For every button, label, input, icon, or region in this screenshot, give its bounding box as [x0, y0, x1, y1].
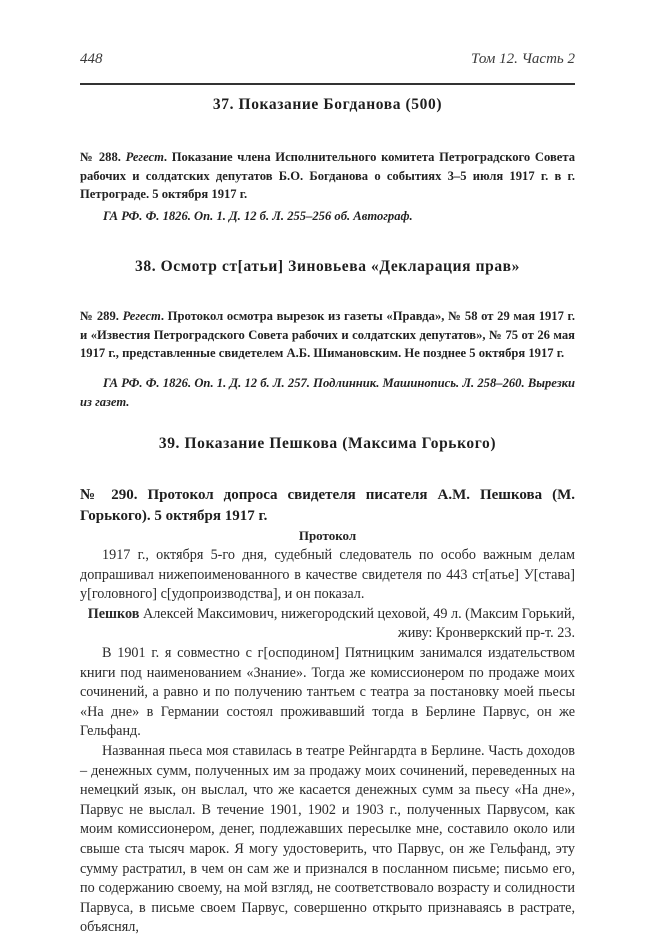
volume-title: Том 12. Часть 2 — [471, 51, 575, 67]
section-37-regest — [80, 148, 575, 204]
regest-number: № 289. — [80, 309, 119, 323]
paragraph: Названная пьеса моя ставилась в театре Рейнгардта в Берлине. Часть доходов – денежных сумм, полученных им за продажу моих сочинений, переведенных на немецкий язык, он выслал, что же касается денежных сумм за пьесу «На дне», Парвус не выслал. В течение 1901, 1902 и 1903 г., полученных Парвусом, как моим комиссионером, денег, подлежавших пересылке мне, составило около или свыше ста тысяч марок. Я могу удостоверить, что Парвус, он же Гельфанд, эту сумму растратил, в чем он сам же и признался в посланном письме; письмо его, по содержанию своему, на мой взгляд, не соответствовало возрасту и солидности Парвуса, в письме своем Парвус, совершенно открыто признаваясь в растрате, объяснял, — [80, 742, 575, 936]
paragraph: В 1901 г. я совместно с г[осподином] Пятницким занимался издательством книги под наименованием «Знание». Тогда же комиссионером по продаже моих сочинений, а равно и по получению тантьем с театра за постановку моей пьесы «На дне» в Германии состоял проживавший тогда в Берлине Парвус, он же Гельфанд. — [80, 644, 575, 740]
protocol-subheading: Протокол — [298, 528, 357, 543]
witness-details: Алексей Максимович, нижегородский цеховой, 49 л. (Максим Горький, живу: Кронверкский пр-т. 23. — [139, 605, 575, 642]
section-39-title: 39. Показание Пешкова (Максима Горького) — [158, 435, 497, 452]
section-38-title: 38. Осмотр ст[атьи] Зиновьева «Декларация прав» — [135, 258, 520, 275]
protocol-body — [80, 546, 575, 938]
witness-surname: Пешков — [87, 605, 140, 622]
section-37-title: 37. Показание Богданова (500) — [212, 96, 443, 113]
section-37-archive-ref: ГА РФ. Ф. 1826. Оп. 1. Д. 12 б. Л. 255–256 об. Автограф. — [103, 209, 413, 223]
header-rule — [80, 83, 575, 85]
paragraph: 1917 г., октября 5-го дня, судебный следователь по особо важным делам допрашивал нижепоименованного в качестве свидетеля по 443 ст[атье] У[става] у[головного] с[удопроизводства], и он показал. — [80, 547, 575, 603]
section-38-archive-ref: ГА РФ. Ф. 1826. Оп. 1. Д. 12 б. Л. 257. Подлинник. Машинопись. Л. 258–260. Вырезки из газет. — [80, 376, 575, 409]
regest-text: . Протокол осмотра вырезок из газеты «Правда», № 58 от 29 мая 1917 г. и «Известия Петроградского Совета рабочих и солдатских депутатов», № 75 от 26 мая 1917 г., представленные свидетелем А.Б. Шимановским. Не позднее 5 октября 1917 г. — [80, 309, 575, 360]
document-title: № 290. Протокол допроса свидетеля писателя А.М. Пешкова (М. Горького). 5 октября 1917 г. — [80, 487, 575, 524]
regest-label: Регест — [125, 150, 164, 164]
witness-identity — [80, 605, 575, 644]
regest-text: . Показание члена Исполнительного комитета Петроградского Совета рабочих и солдатских депутатов Б.О. Богданова о событиях 3–5 июля 1917 г. в г. Петрограде. 5 октября 1917 г. — [80, 150, 576, 201]
section-38-regest — [80, 307, 575, 363]
regest-number: № 288. — [80, 150, 121, 164]
regest-label: Регест — [122, 309, 161, 323]
page-number: 448 — [80, 51, 103, 67]
